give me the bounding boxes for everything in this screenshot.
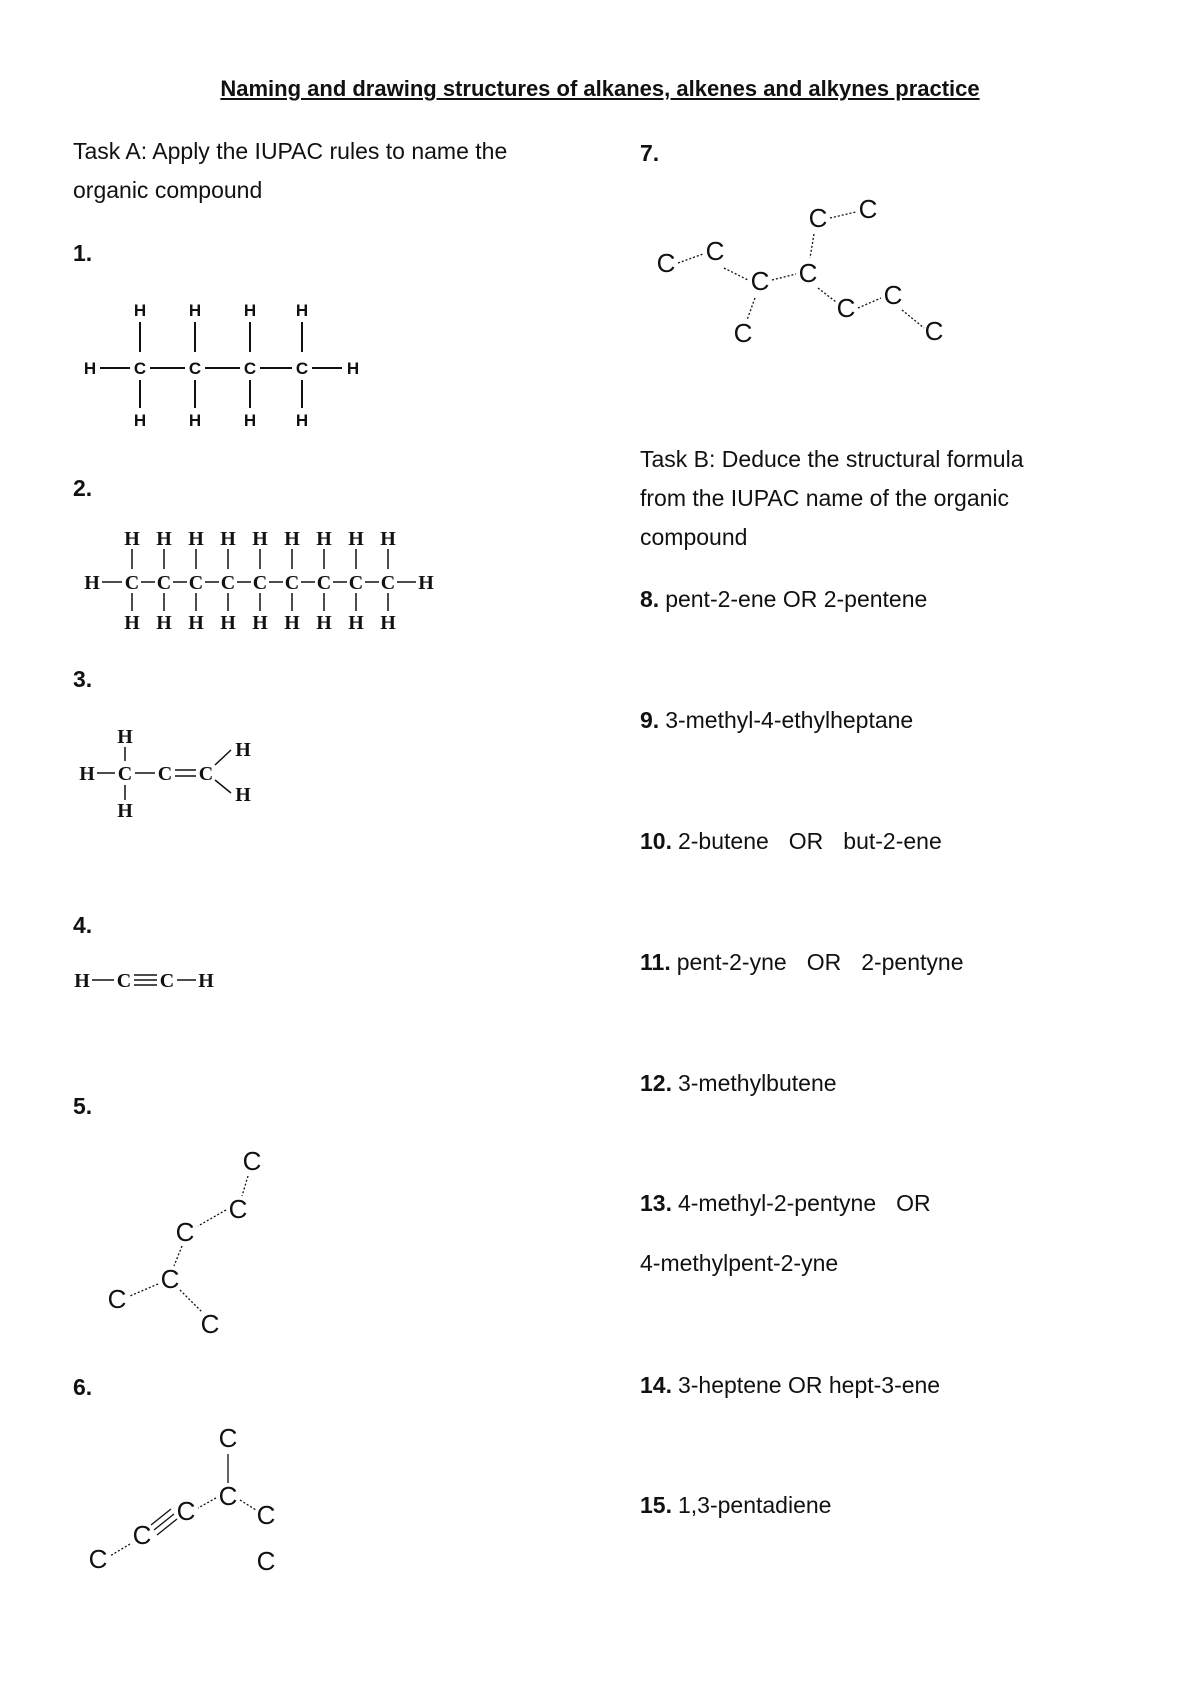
carbon-atom: C xyxy=(228,1194,248,1224)
hydrogen-atom: H xyxy=(348,528,364,550)
structure-2-nonane xyxy=(80,525,460,635)
carbon-atom: C xyxy=(705,236,725,266)
carbon-atom: C xyxy=(256,1500,276,1530)
hydrogen-atom: H xyxy=(220,528,236,550)
question-10-text: 2-butene xyxy=(677,828,769,854)
hydrogen-atom: H xyxy=(243,411,257,430)
carbon-atom: C xyxy=(116,970,132,992)
hydrogen-atom: H xyxy=(235,784,251,806)
hydrogen-atom: H xyxy=(220,612,236,634)
hydrogen-atom: H xyxy=(252,528,268,550)
hydrogen-atom: H xyxy=(198,970,214,992)
bond xyxy=(130,1284,158,1296)
bond xyxy=(818,288,836,302)
bond xyxy=(242,1176,248,1196)
hydrogen-atom: H xyxy=(252,612,268,634)
question-11-alt: 2-pentyne xyxy=(861,949,964,975)
bond xyxy=(724,268,748,280)
carbon-atom: C xyxy=(252,572,268,594)
carbon-atom: C xyxy=(200,1309,220,1339)
hydrogen-atom: H xyxy=(83,359,97,378)
carbon-atom: C xyxy=(243,359,257,378)
bond xyxy=(174,1246,182,1266)
task-a-heading-line2: organic compound xyxy=(73,177,263,203)
question-10-number: 10. xyxy=(640,828,672,854)
bond xyxy=(180,1290,202,1312)
structure-5-skeletal xyxy=(80,1138,300,1348)
bond xyxy=(151,1509,171,1525)
question-11-number: 11. xyxy=(640,949,671,975)
task-b-heading-line2: from the IUPAC name of the organic xyxy=(640,485,1010,511)
question-12 xyxy=(640,1070,837,1097)
carbon-atom: C xyxy=(124,572,140,594)
hydrogen-atom: H xyxy=(156,528,172,550)
hydrogen-atom: H xyxy=(133,301,147,320)
carbon-atom: C xyxy=(836,293,856,323)
question-13-or: OR xyxy=(896,1190,931,1216)
question-15 xyxy=(640,1492,831,1519)
bond xyxy=(110,1544,130,1556)
carbon-atom: C xyxy=(218,1481,238,1511)
hydrogen-atom: H xyxy=(284,612,300,634)
carbon-atom: C xyxy=(132,1520,152,1550)
page-title: Naming and drawing structures of alkanes, alkenes and alkynes practice xyxy=(220,76,980,101)
carbon-atom: C xyxy=(156,572,172,594)
structure-3-propene xyxy=(75,725,275,835)
carbon-atom: C xyxy=(188,572,204,594)
task-a-heading xyxy=(73,132,507,210)
bond xyxy=(157,1519,177,1535)
hydrogen-atom: H xyxy=(84,572,100,594)
question-15-text: 1,3-pentadiene xyxy=(677,1492,832,1518)
hydrogen-atom: H xyxy=(380,612,396,634)
question-14-text: 3-heptene OR hept-3-ene xyxy=(677,1372,941,1398)
bond xyxy=(154,1514,174,1530)
question-15-number: 15. xyxy=(640,1492,672,1518)
structure-5-number: 5. xyxy=(73,1093,93,1119)
carbon-atom: C xyxy=(133,359,147,378)
structure-3-number: 3. xyxy=(73,666,93,692)
hydrogen-atom: H xyxy=(188,411,202,430)
structure-7-skeletal xyxy=(640,190,960,360)
bond xyxy=(198,1498,216,1508)
hydrogen-atom: H xyxy=(133,411,147,430)
carbon-atom: C xyxy=(88,1544,108,1574)
hydrogen-atom: H xyxy=(117,726,133,748)
structure-4-ethyne xyxy=(72,960,242,1000)
carbon-atom: C xyxy=(188,359,202,378)
carbon-atom: C xyxy=(220,572,236,594)
carbon-atom: C xyxy=(380,572,396,594)
hydrogen-atom: H xyxy=(235,739,251,761)
structure-1-number: 1. xyxy=(73,240,93,266)
bond xyxy=(810,234,814,258)
hydrogen-atom: H xyxy=(346,359,360,378)
question-8-number: 8. xyxy=(640,586,660,612)
hydrogen-atom: H xyxy=(316,528,332,550)
bond xyxy=(198,1210,226,1226)
hydrogen-atom: H xyxy=(380,528,396,550)
structure-4-number: 4. xyxy=(73,912,93,938)
hydrogen-atom: H xyxy=(74,970,90,992)
question-10-or: OR xyxy=(788,828,824,854)
carbon-atom: C xyxy=(284,572,300,594)
task-b-heading-line1: Task B: Deduce the structural formula xyxy=(640,446,1024,472)
carbon-atom: C xyxy=(157,763,173,785)
carbon-atom: C xyxy=(242,1146,262,1176)
question-13-text: 4-methyl-2-pentyne xyxy=(677,1190,877,1216)
carbon-atom: C xyxy=(348,572,364,594)
carbon-atom: C xyxy=(883,280,903,310)
question-13 xyxy=(640,1190,931,1217)
hydrogen-atom: H xyxy=(243,301,257,320)
question-11-or: OR xyxy=(806,949,842,975)
carbon-atom: C xyxy=(295,359,309,378)
carbon-atom: C xyxy=(733,318,753,348)
carbon-atom: C xyxy=(656,248,676,278)
carbon-atom: C xyxy=(176,1496,196,1526)
carbon-atom: C xyxy=(160,1264,180,1294)
hydrogen-atom: H xyxy=(188,612,204,634)
carbon-atom: C xyxy=(858,194,878,224)
structure-6-number: 6. xyxy=(73,1374,93,1400)
question-8-text: pent-2-ene OR 2-pentene xyxy=(665,586,928,612)
bond xyxy=(858,298,881,308)
question-12-text: 3-methylbutene xyxy=(677,1070,837,1096)
question-14 xyxy=(640,1372,940,1399)
question-10-alt: but-2-ene xyxy=(843,828,942,854)
structure-7-number: 7. xyxy=(640,140,660,166)
structure-1-butane xyxy=(70,300,370,440)
bond xyxy=(830,212,856,218)
carbon-atom: C xyxy=(107,1284,127,1314)
bond xyxy=(747,298,755,320)
carbon-atom: C xyxy=(750,266,770,296)
carbon-atom: C xyxy=(117,763,133,785)
carbon-atom: C xyxy=(175,1217,195,1247)
question-13-number: 13. xyxy=(640,1190,672,1216)
carbon-atom: C xyxy=(316,572,332,594)
bond xyxy=(240,1500,256,1510)
structure-6-skeletal xyxy=(80,1420,300,1590)
hydrogen-atom: H xyxy=(295,411,309,430)
carbon-atom: C xyxy=(218,1423,238,1453)
hydrogen-atom: H xyxy=(79,763,95,785)
question-10 xyxy=(640,828,942,855)
question-11-text: pent-2-yne xyxy=(676,949,787,975)
question-9 xyxy=(640,707,913,734)
carbon-atom: C xyxy=(798,258,818,288)
hydrogen-atom: H xyxy=(348,612,364,634)
carbon-atom: C xyxy=(808,203,828,233)
bond xyxy=(215,780,231,793)
question-11 xyxy=(640,949,964,976)
task-b-heading xyxy=(640,440,1024,557)
bond xyxy=(678,254,703,263)
hydrogen-atom: H xyxy=(188,301,202,320)
structure-2-number: 2. xyxy=(73,475,93,501)
carbon-atom: C xyxy=(198,763,214,785)
hydrogen-atom: H xyxy=(124,528,140,550)
hydrogen-atom: H xyxy=(156,612,172,634)
hydrogen-atom: H xyxy=(418,572,434,594)
carbon-atom: C xyxy=(924,316,944,346)
question-9-number: 9. xyxy=(640,707,660,733)
task-b-heading-line3: compound xyxy=(640,524,748,550)
task-a-heading-line1: Task A: Apply the IUPAC rules to name the xyxy=(73,138,508,164)
hydrogen-atom: H xyxy=(188,528,204,550)
question-13-alt: 4-methylpent-2-yne xyxy=(640,1250,839,1276)
question-8 xyxy=(640,586,927,613)
hydrogen-atom: H xyxy=(117,800,133,822)
bond xyxy=(215,750,231,765)
hydrogen-atom: H xyxy=(295,301,309,320)
hydrogen-atom: H xyxy=(284,528,300,550)
bond xyxy=(902,310,924,328)
question-9-text: 3-methyl-4-ethylheptane xyxy=(665,707,914,733)
bond xyxy=(772,274,796,280)
hydrogen-atom: H xyxy=(316,612,332,634)
question-12-number: 12. xyxy=(640,1070,672,1096)
question-14-number: 14. xyxy=(640,1372,672,1398)
carbon-atom: C xyxy=(159,970,175,992)
hydrogen-atom: H xyxy=(124,612,140,634)
carbon-atom: C xyxy=(256,1546,276,1576)
